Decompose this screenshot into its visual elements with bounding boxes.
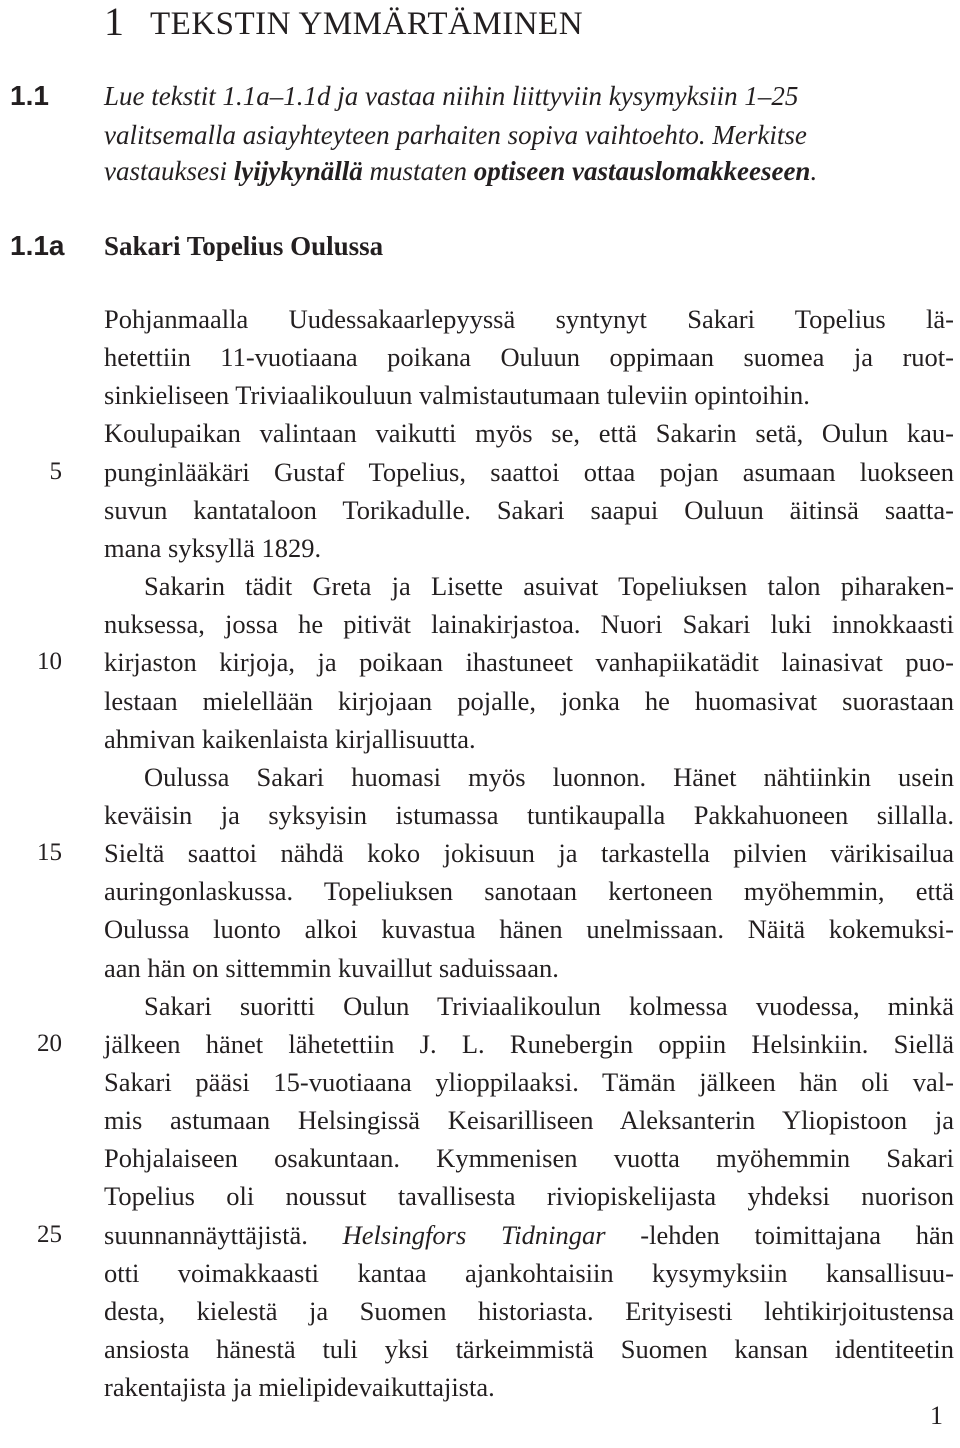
instruction-text: . (810, 156, 818, 186)
article-line: nuksessa, jossa he pitivät lainakirjastoa. Nuori Sakari luki innokkaasti (104, 609, 954, 640)
newspaper-title: Helsingfors Tidningar (342, 1219, 606, 1250)
article-line: ahmivan kaikenlaista kirjallisuutta. (104, 723, 476, 754)
article-line: Oulussa Sakari huomasi myös luonnon. Hänet nähtiinkin usein (144, 761, 954, 792)
article-line: Koulupaikan valintaan vaikutti myös se, että Sakarin setä, Oulun kau- (104, 418, 954, 449)
article-line: Sakari pääsi 15-vuotiaana ylioppilaaksi. Tämän jälkeen hän oli val- (104, 1067, 954, 1097)
article-text: -lehden toimittajana hän (605, 1219, 954, 1250)
article-line: jälkeen hänet lähetettiin J. L. Runebergin oppiin Helsinkiin. Siellä (104, 1028, 954, 1059)
article-line: lestaan mielellään kirjojaan pojalle, jonka he huomasivat suorastaan (104, 685, 954, 716)
article-line: ansiosta hänestä tuli yksi tärkeimmistä Suomen kansan identiteetin (104, 1334, 954, 1365)
article-line: Sieltä saattoi nähdä koko jokisuun ja tarkastella pilvien värikisailua (104, 838, 954, 869)
article-line: punginlääkäri Gustaf Topelius, saattoi ottaa pojan asumaan luokseen (104, 456, 954, 487)
article-line: desta, kielestä ja Suomen historiasta. Erityisesti lehtikirjoitustensa (104, 1295, 954, 1326)
article-line: rakentajista ja mielipidevaikuttajista. (104, 1372, 495, 1403)
article-line: Oulussa luonto alkoi kuvastua hänen unelmissaan. Näitä kokemuksi- (104, 914, 954, 945)
article-line: kirjaston kirjoja, ja poikaan ihastuneet vanhapiikatädit lainasivat puo- (104, 647, 954, 678)
page-number: 1 (930, 1401, 943, 1430)
margin-line-number: 25 (37, 1220, 62, 1248)
article-line: sinkieliseen Triviaalikouluun valmistautumaan tuleviin opintoihin. (104, 380, 810, 411)
margin-line-number: 15 (37, 839, 62, 867)
article-line: Sakari suoritti Oulun Triviaalikoulun kolmessa vuodessa, minkä (144, 990, 954, 1021)
instruction-text: mustaten (362, 156, 474, 186)
article-line: mis astumaan Helsingissä Keisarilliseen Aleksanterin Yliopistoon ja (104, 1105, 954, 1136)
instruction-line-2: valitsemalla asiayhteyteen parhaiten sopiva vaihtoehto. Merkitse (104, 120, 807, 150)
article-line: aan hän on sittemmin kuvaillut saduissaan. (104, 952, 559, 983)
instruction-line-3 (104, 153, 817, 189)
article-line: keväisin ja syksyisin istumassa tuntikaupalla Pakkahuoneen sillalla. (104, 799, 954, 830)
article-line: suvun kantataloon Torikadulle. Sakari saapui Ouluun äitinsä saatta- (104, 494, 954, 525)
margin-line-number: 20 (37, 1029, 62, 1057)
instruction-text: vastauksesi (104, 156, 234, 186)
article-line: otti voimakkaasti kantaa ajankohtaisiin kysymyksiin kansallisuu- (104, 1257, 954, 1288)
margin-line-number: 5 (49, 457, 62, 485)
article-line: Pohjanmaalla Uudessakaarlepyyssä syntynyt Sakari Topelius lä- (104, 304, 954, 334)
chapter-title: TEKSTIN YMMÄRTÄMINEN (150, 6, 584, 42)
article-line: Pohjalaiseen osakuntaan. Kymmenisen vuotta myöhemmin Sakari (104, 1143, 954, 1174)
chapter-number: 1 (104, 0, 124, 44)
article-line (104, 1217, 954, 1253)
text-number: 1.1a (10, 230, 65, 261)
section-number: 1.1 (10, 80, 49, 111)
article-line: Sakarin tädit Greta ja Lisette asuivat Topeliuksen talon piharaken- (144, 571, 954, 602)
margin-line-number: 10 (37, 648, 62, 676)
article-line: hetettiin 11-vuotiaana poikana Ouluun oppimaan suomea ja ruot- (104, 342, 954, 373)
instruction-emphasis-pencil: lyijykynällä (233, 156, 363, 186)
instruction-emphasis-answer-sheet: optiseen vastauslomakkeeseen (473, 156, 811, 186)
article-text: suunnannäyttäjistä. (104, 1219, 343, 1250)
article-line: mana syksyllä 1829. (104, 532, 322, 563)
article-line: auringonlaskussa. Topeliuksen sanotaan kertoneen myöhemmin, että (104, 876, 954, 907)
text-title: Sakari Topelius Oulussa (104, 231, 384, 261)
article-line: Topelius oli noussut tavallisesta riviopiskelijasta yhdeksi nuorison (104, 1181, 954, 1212)
instruction-line-1: Lue tekstit 1.1a–1.1d ja vastaa niihin liittyviin kysymyksiin 1–25 (104, 81, 799, 111)
